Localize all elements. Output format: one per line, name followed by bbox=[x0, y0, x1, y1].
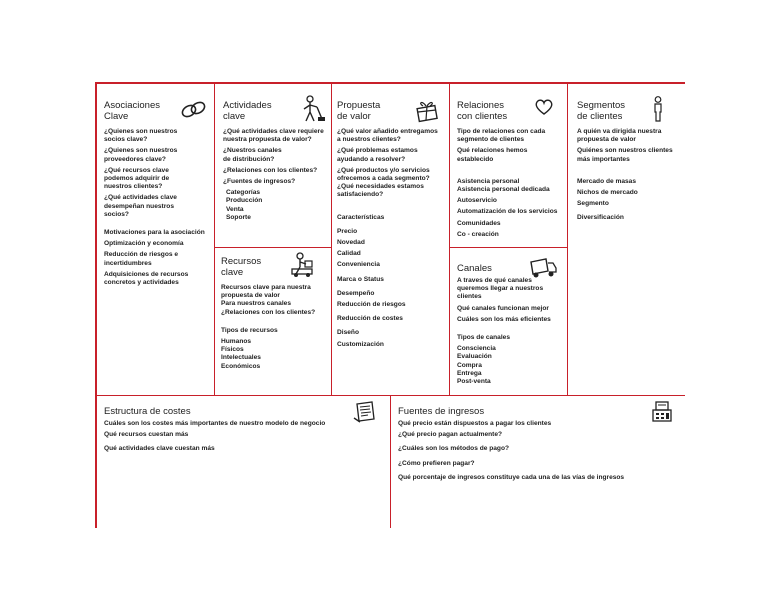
key-partners-question-2: ¿Quienes son nuestros proveedores clave? bbox=[104, 147, 178, 163]
relations-type-6: Co - creación bbox=[457, 230, 499, 238]
key-resources-types-heading: Tipos de recursos bbox=[221, 326, 278, 334]
customer-segments-block bbox=[577, 100, 685, 223]
key-partners-motivations-heading: Motivaciones para la asociación bbox=[104, 229, 205, 237]
forklift-icon bbox=[290, 252, 314, 278]
value-proposition-block bbox=[337, 100, 449, 349]
channels-question-1: A traves de qué canales queremos llegar a nuestros clientes bbox=[457, 277, 544, 301]
value-feature-7: Reducción de riesgos bbox=[337, 301, 406, 309]
customer-relationships-title: Relaciones con clientes bbox=[457, 100, 508, 122]
key-partners-question-3: ¿Qué recursos clave podemos adquirir de nuestros clientes? bbox=[104, 166, 170, 191]
segments-type-1: Mercado de masas bbox=[577, 177, 637, 185]
revenue-question-1: Qué precio están dispuestos a pagar los clientes bbox=[398, 420, 552, 427]
revenue-streams-block bbox=[398, 406, 684, 482]
key-resources-type-4: Económicos bbox=[221, 362, 261, 370]
key-activities-question-1: ¿Qué actividades clave requiere nuestra propuesta de valor? bbox=[223, 128, 324, 144]
relations-type-2: Asistencia personal dedicada bbox=[457, 186, 550, 194]
worker-icon bbox=[300, 95, 326, 123]
segments-type-3: Segmento bbox=[577, 200, 609, 208]
key-activities-question-3: ¿Relaciones con los clientes? bbox=[223, 166, 318, 174]
key-activities-title: Actividades clave bbox=[223, 100, 272, 122]
key-partners-motivation-3: Adquisiciones de recursos concretos y actividades bbox=[104, 270, 189, 287]
key-partners-block bbox=[104, 100, 212, 287]
channels-question-2: Qué canales funcionan mejor bbox=[457, 304, 549, 312]
segments-question-1: A quién va dirigida nuestra propuesta de valor bbox=[577, 128, 662, 144]
key-resources-type-2: Físicos bbox=[221, 346, 244, 354]
key-partners-motivation-2: Reducción de riesgos e incertidumbres bbox=[104, 251, 179, 267]
value-question-4: ¿Qué necesidades estamos satisfaciendo? bbox=[337, 183, 424, 199]
chain-link-icon bbox=[180, 98, 208, 122]
divider-costs-revenue bbox=[390, 395, 391, 528]
value-characteristics-heading: Características bbox=[337, 213, 385, 221]
key-activities-categories: Categorías bbox=[226, 189, 261, 197]
key-activities-question-2: ¿Nuestros canales de distribución? bbox=[223, 147, 282, 163]
channels-type-1: Consciencia bbox=[457, 345, 496, 353]
left-border bbox=[95, 82, 97, 528]
divider-partners-activities bbox=[214, 84, 215, 395]
divider-relations-segments bbox=[567, 84, 568, 395]
costs-question-1: Cuáles son los costes más importantes de nuestro modelo de negocio bbox=[104, 420, 326, 427]
divider-activities-resources bbox=[214, 247, 332, 248]
key-resources-title: Recursos clave bbox=[221, 256, 262, 278]
key-activities-category-3: Soporte bbox=[226, 213, 251, 221]
key-resources-type-3: Intelectuales bbox=[221, 354, 261, 362]
cash-register-icon bbox=[650, 398, 674, 424]
key-resources-question-1: Recursos clave para nuestra propuesta de valor bbox=[221, 284, 311, 300]
value-question-3: ¿Qué productos y/o servicios ofrecemos a cada segmento? bbox=[337, 166, 430, 183]
value-question-2: ¿Qué problemas estamos ayudando a resolver? bbox=[337, 147, 418, 163]
channels-type-3: Compra bbox=[457, 361, 482, 369]
divider-activities-value bbox=[331, 84, 332, 395]
value-feature-1: Precio bbox=[337, 227, 358, 235]
segments-type-2: Nichos de mercado bbox=[577, 189, 638, 197]
relations-type-1: Asistencia personal bbox=[457, 177, 520, 185]
relations-type-3: Autoservicio bbox=[457, 197, 497, 205]
channels-title: Canales bbox=[457, 263, 492, 274]
segments-question-2: Quiénes son nuestros clientes más importantes bbox=[577, 147, 673, 163]
channels-block bbox=[457, 263, 567, 386]
value-feature-10: Customización bbox=[337, 340, 384, 348]
costs-question-3: Qué actividades clave cuestan más bbox=[104, 445, 215, 453]
cost-structure-title: Estructura de costes bbox=[104, 406, 191, 417]
relations-question-2: Qué relaciones hemos establecido bbox=[457, 147, 528, 163]
key-activities-category-2: Venta bbox=[226, 205, 244, 213]
channels-type-5: Post-venta bbox=[457, 378, 491, 386]
value-feature-9: Diseño bbox=[337, 329, 359, 337]
key-resources-type-1: Humanos bbox=[221, 338, 252, 346]
customer-segments-title: Segmentos de clientes bbox=[577, 100, 626, 122]
revenue-question-3: ¿Cuáles son los métodos de pago? bbox=[398, 445, 510, 453]
value-feature-2: Novedad bbox=[337, 239, 365, 247]
channels-types-heading: Tipos de canales bbox=[457, 334, 511, 342]
value-feature-6: Desempeño bbox=[337, 289, 375, 297]
top-border bbox=[95, 82, 685, 84]
value-feature-3: Calidad bbox=[337, 250, 361, 258]
invoice-icon bbox=[352, 400, 378, 424]
cost-structure-block bbox=[104, 406, 388, 454]
relations-type-5: Comunidades bbox=[457, 219, 501, 227]
key-resources-question-3: ¿Relaciones con los clientes? bbox=[221, 308, 316, 316]
value-feature-4: Conveniencia bbox=[337, 261, 380, 269]
key-partners-motivation-1: Optimización y economía bbox=[104, 240, 184, 248]
key-resources-block bbox=[221, 256, 331, 371]
divider-relations-channels bbox=[449, 247, 568, 248]
channels-type-2: Evaluación bbox=[457, 353, 492, 361]
revenue-question-2: ¿Qué precio pagan actualmente? bbox=[398, 431, 503, 439]
relations-type-4: Automatización de los servicios bbox=[457, 208, 558, 216]
divider-value-relations bbox=[449, 84, 450, 395]
channels-question-3: Cuáles son los más eficientes bbox=[457, 315, 551, 323]
key-partners-question-4: ¿Qué actividades clave desempeñan nuestros socios? bbox=[104, 194, 177, 218]
relations-question-1: Tipo de relaciones con cada segmento de clientes bbox=[457, 128, 546, 144]
gift-icon bbox=[414, 97, 440, 123]
heart-icon bbox=[534, 98, 554, 116]
key-resources-question-2: Para nuestros canales bbox=[221, 300, 292, 308]
person-icon bbox=[651, 96, 665, 122]
value-question-1: ¿Qué valor añadido entregamos a nuestros clientes? bbox=[337, 128, 438, 144]
key-activities-question-4: ¿Fuentes de ingresos? bbox=[223, 178, 296, 186]
segments-type-4: Diversificación bbox=[577, 214, 624, 222]
key-partners-question-1: ¿Quienes son nuestros socios clave? bbox=[104, 128, 178, 144]
revenue-question-5: Qué porcentaje de ingresos constituye cada una de las vías de ingresos bbox=[398, 473, 625, 481]
value-feature-5: Marca o Status bbox=[337, 275, 384, 283]
revenue-question-4: ¿Cómo prefieren pagar? bbox=[398, 459, 475, 467]
key-activities-category-1: Producción bbox=[226, 197, 263, 205]
customer-relationships-block bbox=[457, 100, 567, 239]
costs-question-2: Qué recursos cuestan más bbox=[104, 431, 189, 439]
key-partners-title: Asociaciones Clave bbox=[104, 100, 160, 122]
channels-type-4: Entrega bbox=[457, 369, 482, 377]
revenue-streams-title: Fuentes de ingresos bbox=[398, 406, 485, 417]
value-feature-8: Reducción de costes bbox=[337, 315, 403, 323]
value-proposition-title: Propuesta de valor bbox=[337, 100, 381, 122]
delivery-truck-icon bbox=[528, 257, 558, 279]
